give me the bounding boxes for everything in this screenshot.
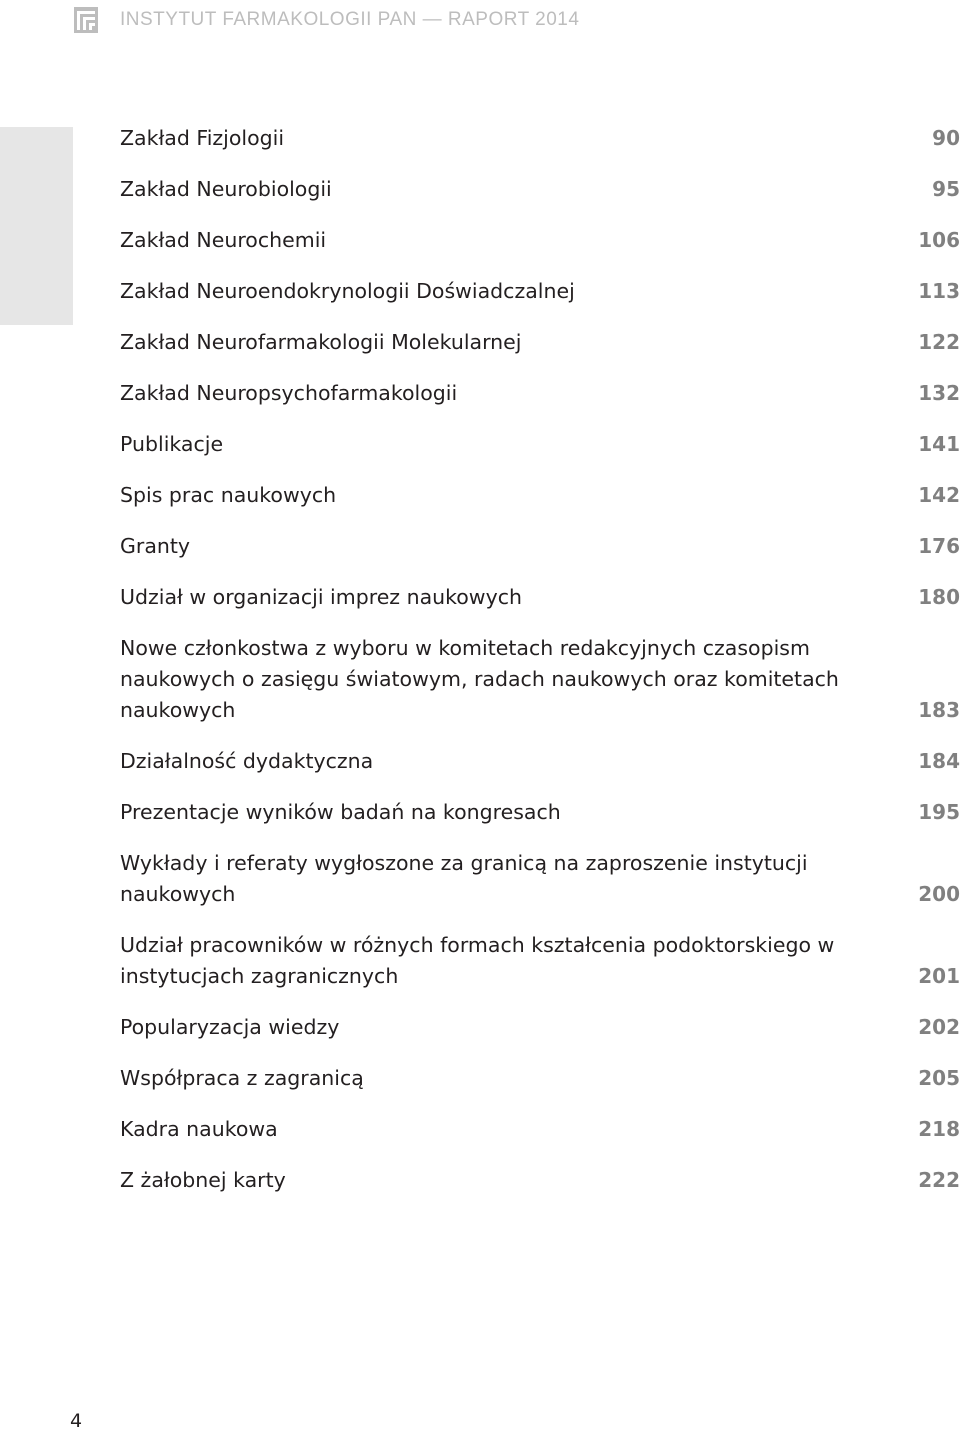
toc-entry-page: 122 [918,330,960,354]
toc-entry[interactable] [120,123,960,154]
toc-entry-page: 183 [918,698,960,722]
toc-entry[interactable] [120,480,960,511]
toc-entry-label: Wykłady i referaty wygłoszone za granicą na zaproszenie instytucji naukowych [120,851,808,906]
toc-entry-label: Z żałobnej karty [120,1168,286,1192]
toc-entry[interactable] [120,1063,960,1094]
toc-entry[interactable] [120,378,960,409]
toc-entry-page: 90 [932,126,960,150]
toc-entry-label: Zakład Neurofarmakologii Molekularnej [120,330,522,354]
toc-entry-label: Granty [120,534,191,558]
toc-entry-label: Współpraca z zagranicą [120,1066,364,1090]
toc-entry-label: Zakład Neurobiologii [120,177,332,201]
toc-entry[interactable] [120,1165,960,1196]
toc-entry[interactable] [120,225,960,256]
toc-entry[interactable] [120,1114,960,1145]
table-of-contents [120,123,960,1216]
header-title: INSTYTUT FARMAKOLOGII PAN — RAPORT 2014 [120,9,580,30]
toc-entry[interactable] [120,746,960,777]
toc-entry-page: 132 [918,381,960,405]
toc-entry-label: Zakład Neuroendokrynologii Doświadczalnej [120,279,575,303]
toc-entry[interactable] [120,797,960,828]
toc-entry[interactable] [120,633,960,726]
toc-entry-label: Zakład Neuropsychofarmakologii [120,381,458,405]
toc-entry-page: 200 [918,882,960,906]
toc-entry-page: 106 [918,228,960,252]
toc-entry-label: Działalność dydaktyczna [120,749,374,773]
toc-entry-label: Udział w organizacji imprez naukowych [120,585,522,609]
toc-entry-label: Nowe członkostwa z wyboru w komitetach redakcyjnych czasopism naukowych o zasięgu światowym, radach naukowych oraz komitetach naukowych [120,636,839,722]
side-tab-marker [0,127,73,325]
toc-entry-label: Zakład Fizjologii [120,126,285,150]
toc-entry-label: Udział pracowników w różnych formach kształcenia podoktorskiego w instytucjach zagranicznych [120,933,835,988]
toc-entry[interactable] [120,327,960,358]
toc-entry-page: 202 [918,1015,960,1039]
toc-entry-label: Popularyzacja wiedzy [120,1015,340,1039]
toc-entry[interactable] [120,276,960,307]
toc-entry-label: Kadra naukowa [120,1117,278,1141]
toc-entry-page: 176 [918,534,960,558]
toc-entry-page: 184 [918,749,960,773]
toc-entry-page: 218 [918,1117,960,1141]
toc-entry-page: 201 [918,964,960,988]
running-header [74,6,579,34]
toc-entry[interactable] [120,582,960,613]
toc-entry[interactable] [120,930,960,992]
toc-entry[interactable] [120,174,960,205]
toc-entry-page: 141 [918,432,960,456]
toc-entry-page: 142 [918,483,960,507]
institute-logo-icon [74,7,98,33]
toc-entry-page: 195 [918,800,960,824]
toc-entry-page: 95 [932,177,960,201]
toc-entry[interactable] [120,848,960,910]
toc-entry[interactable] [120,1012,960,1043]
toc-entry-label: Zakład Neurochemii [120,228,327,252]
toc-entry[interactable] [120,531,960,562]
toc-entry[interactable] [120,429,960,460]
toc-entry-label: Spis prac naukowych [120,483,337,507]
toc-entry-page: 113 [918,279,960,303]
page-number: 4 [70,1410,83,1432]
toc-entry-label: Publikacje [120,432,224,456]
toc-entry-page: 222 [918,1168,960,1192]
toc-entry-page: 180 [918,585,960,609]
toc-entry-page: 205 [918,1066,960,1090]
toc-entry-label: Prezentacje wyników badań na kongresach [120,800,561,824]
